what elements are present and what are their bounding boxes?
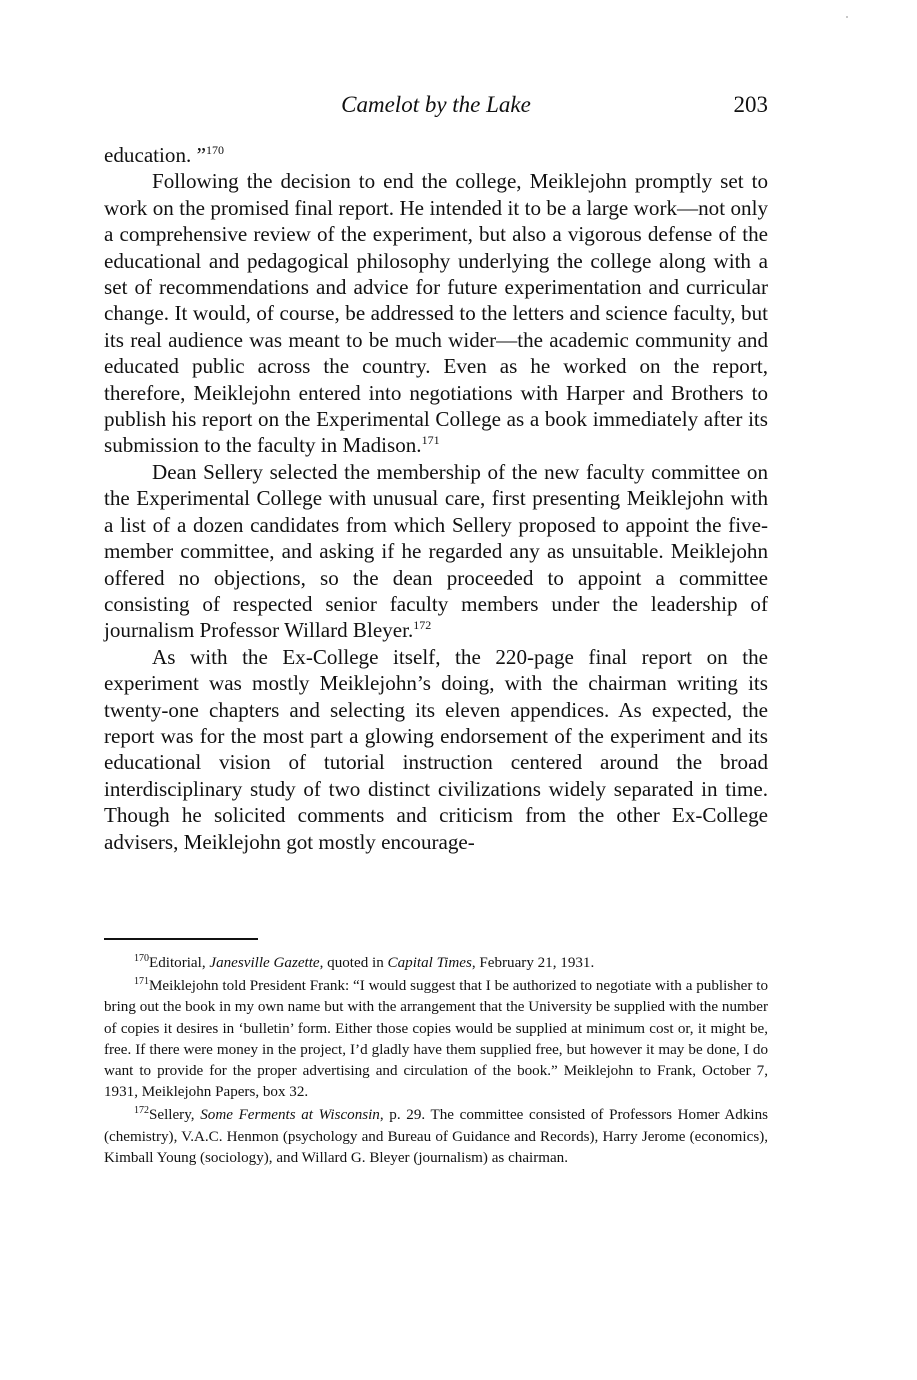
footnote-text: Editorial, xyxy=(149,955,210,971)
footnote-171 xyxy=(104,976,768,1103)
footnotes xyxy=(104,953,768,1171)
paragraph-text: education. xyxy=(104,143,192,167)
footnote-text: , quoted in xyxy=(319,955,388,971)
footnote-text: Meiklejohn told President Frank: “I would suggest that I be authorized to negotiate with a publisher to bring out the book in my own name but with the arrangement that the University be supplied with the number of copies it desires in ‘bulletin’ form. Either those copies would be supplied at minimum cost or, it might be, free. If there were money in the project, I’d gladly have them supplied free, but however it may be done, I do want to provide for the proper advertising and circulation of the book.” Meiklejohn to Frank, October 7, 1931, Meiklejohn Papers, box 32. xyxy=(104,978,768,1101)
footnote-title: Capital Times xyxy=(387,955,472,971)
footnote-text: Sellery, xyxy=(149,1107,201,1124)
footnote-ref-171: 171 xyxy=(421,433,440,448)
paragraph-continuation xyxy=(104,142,768,168)
running-title: Camelot by the Lake xyxy=(341,92,531,117)
footnote-number: 170 xyxy=(134,953,149,964)
paragraph-text: As with the Ex-College itself, the 220-page final report on the experiment was mostly Meiklejohn’s doing, with the chairman writing its twenty-one chapters and selecting its eleven appendices. As expected, the report was for the most part a glowing endorsement of the experiment and its educational vision of tutorial instruction centered around the broad interdisciplinary study of two distinct civilizations widely separated in time. Though he solicited comments and criticism from the other Ex-College advisers, Meiklejohn got mostly encourage- xyxy=(104,644,768,854)
paragraph xyxy=(104,459,768,644)
body-text xyxy=(104,142,768,855)
closing-quote: ” xyxy=(196,143,206,167)
footnote-170 xyxy=(104,953,768,974)
footnote-number: 171 xyxy=(134,976,149,988)
footnote-text: , February 21, 1931. xyxy=(471,955,595,971)
footnote-number: 172 xyxy=(134,1105,149,1117)
paragraph xyxy=(104,168,768,458)
footnote-ref-172: 172 xyxy=(413,618,432,633)
footnote-title: Janesville Gazette xyxy=(209,955,320,971)
running-head xyxy=(104,88,768,122)
paragraph-text: Following the decision to end the college, Meiklejohn promptly set to work on the promised final report. He intended it to be a large work—not only a comprehensive review of the experiment, but also a vigorous defense of the educational and pedagogical philosophy underlying the college along with a set of recommendations and advice for future experimentation and curricular change. It would, of course, be addressed to the letters and science faculty, but its real audience was meant to be much wider—the academic community and educated public across the country. Even as he worked on the report, therefore, Meiklejohn entered into negotiations with Harper and Brothers to publish his report on the Experimental College as a book immediately after its submission to the faculty in Madison. xyxy=(104,169,768,458)
scan-speck xyxy=(846,16,848,18)
footnote-172 xyxy=(104,1105,768,1169)
page-number: 203 xyxy=(733,92,768,117)
paragraph-text: Dean Sellery selected the membership of the new faculty committee on the Experimental College with unusual care, first presenting Meiklejohn with a list of a dozen candidates from which Sellery proposed to appoint the five-member committee, and asking if he regarded any as unsuitable. Meiklejohn offered no objections, so the dean proceeded to appoint a committee consisting of respected senior faculty members under the leadership of journalism Professor Willard Bleyer. xyxy=(104,459,768,643)
footnote-ref-170: 170 xyxy=(205,143,224,157)
footnote-divider xyxy=(104,938,258,940)
paragraph xyxy=(104,644,768,855)
footnote-title: Some Ferments at Wisconsin xyxy=(200,1107,380,1124)
footnote-text: , p. 29. The committee consisted of Professors Homer Adkins (chemistry), V.A.C. Henmon (psychology and Bureau of Guidance and Records), Harry Jerome (economics), Kimball Young (sociology), and Willard G. Bleyer (journalism) as chairman. xyxy=(104,1107,768,1166)
